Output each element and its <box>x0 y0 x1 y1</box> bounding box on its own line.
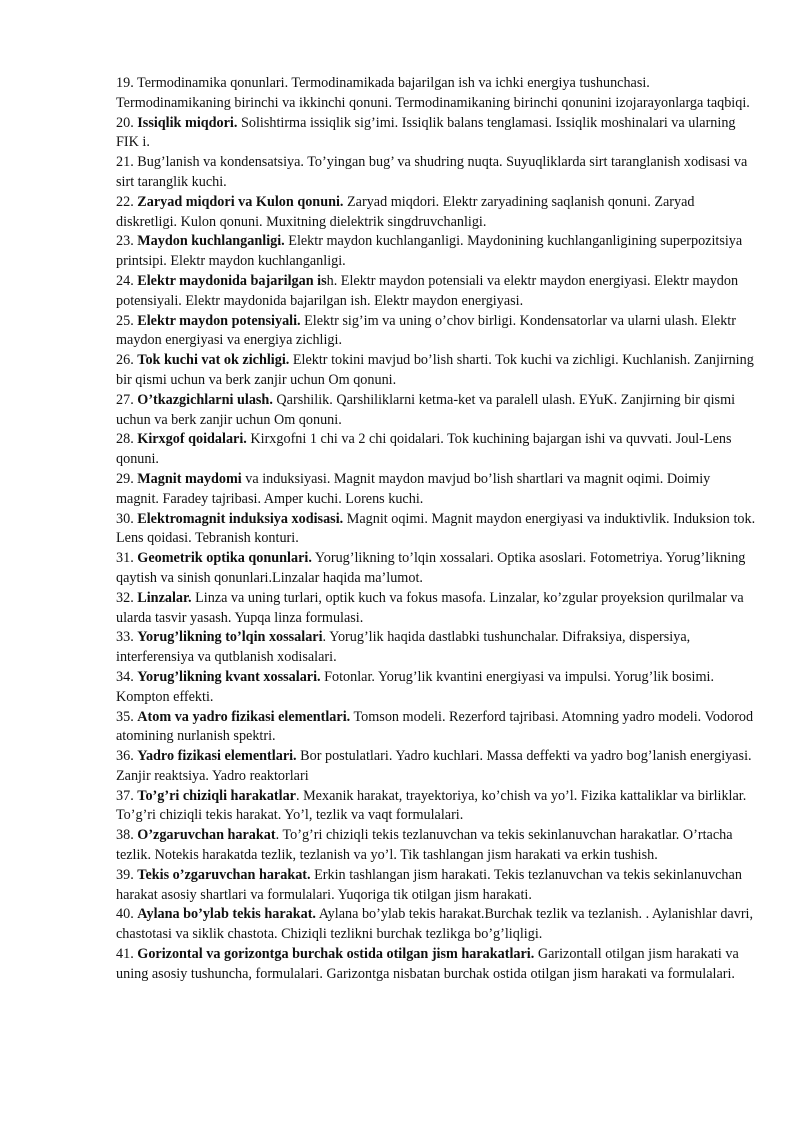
item-number: 35. <box>116 708 134 725</box>
item-number: 20. <box>116 114 134 131</box>
item-number: 40. <box>116 906 134 923</box>
item-text: Aylana bo’ylab tekis harakat.Burchak tezlik va tezlanish. . Aylanishlar davri, chastotasi va siklik chastota. Chiziqli tezlikni burchak tezlikga bo’g’liqligi. <box>116 906 754 943</box>
item-text: Zaryad miqdori. Elektr zaryadining saqlanish qonuni. Zaryad diskretligi. Kulon qonuni. Muxitning dielektrik singdruvchanligi. <box>116 193 695 230</box>
list-item <box>116 945 756 985</box>
list-item <box>116 114 756 154</box>
item-heading: Tekis o’zgaruvchan harakat. <box>137 866 311 883</box>
list-item <box>116 628 756 668</box>
item-number: 41. <box>116 946 134 963</box>
list-item <box>116 826 756 866</box>
item-number: 23. <box>116 233 134 250</box>
item-heading: Maydon kuchlanganligi. <box>137 233 285 250</box>
item-text: Solishtirma issiqlik sig’imi. Issiqlik balans tenglamasi. Issiqlik moshinalari va ularning FIK i. <box>116 114 736 151</box>
item-text: . To’g’ri chiziqli tekis tezlanuvchan va tekis sekinlanuvchan harakatlar. O’rtacha tezlik. Notekis harakatda tezlik, tezlanish va yo’l. Tik tashlangan jism harakati va erkin tushish. <box>116 827 733 864</box>
item-heading: Elektromagnit induksiya xodisasi. <box>137 510 344 527</box>
item-number: 21. <box>116 154 134 171</box>
item-text: Qarshilik. Qarshiliklarni ketma-ket va paralell ulash. EYuK. Zanjirning bir qismi uchun va berk zanjir uchun Om qonuni. <box>116 391 736 428</box>
item-text: Bor postulatlari. Yadro kuchlari. Massa deffekti va yadro bog’lanish energiyasi. Zanjir reaktsiya. Yadro reaktorlari <box>116 748 752 784</box>
item-heading: Elektr maydonida bajarilgan is <box>137 272 327 289</box>
list-item <box>116 232 756 272</box>
item-text: Magnit oqimi. Magnit maydon energiyasi va induktivlik. Induksion tok. Lens qoidasi. Tebranish konturi. <box>116 510 756 547</box>
item-number: 36. <box>116 748 134 765</box>
item-heading: O’zgaruvchan harakat <box>137 827 276 844</box>
item-heading: Geometrik optika qonunlari. <box>137 550 312 567</box>
item-number: 29. <box>116 470 134 487</box>
list-item <box>116 470 756 510</box>
item-number: 24. <box>116 272 134 289</box>
item-text: . Mexanik harakat, trayektoriya, ko’chish va yo’l. Fizika kattaliklar va birliklar. To’g’ri chiziqli tekis harakat. Yo’l, tezlik va vaqt formulalari. <box>116 787 747 824</box>
list-item <box>116 193 756 233</box>
item-text: Bug’lanish va kondensatsiya. To’yingan bug’ va shudring nuqta. Suyuqliklarda sirt taranglanish xodisasi va sirt taranglik kuchi. <box>116 154 748 190</box>
document-page <box>116 74 756 985</box>
list-item <box>116 589 756 629</box>
list-item <box>116 747 756 787</box>
item-text: Elektr sig’im va uning o’chov birligi. Kondensatorlar va ularni ulash. Elektr maydon energiyasi va energiya zichligi. <box>116 312 736 349</box>
item-heading: Linzalar. <box>137 589 192 606</box>
item-number: 32. <box>116 589 134 606</box>
list-item <box>116 866 756 906</box>
item-heading: Issiqlik miqdori. <box>137 114 238 131</box>
item-number: 19. <box>116 75 134 91</box>
list-item <box>116 668 756 708</box>
item-text: h. Elektr maydon potensiali va elektr maydon energiyasi. Elektr maydon potensiyali. Elektr maydonida bajarilgan ish. Elektr maydon energiyasi. <box>116 272 739 309</box>
list-item <box>116 787 756 827</box>
item-number: 34. <box>116 668 134 685</box>
item-heading: Atom va yadro fizikasi elementlari. <box>137 708 351 725</box>
item-heading: Elektr maydon potensiyali. <box>137 312 301 329</box>
item-text: Elektr maydon kuchlanganligi. Maydonining kuchlanganligining superpozitsiya printsipi. Elektr maydon kuchlanganligi. <box>116 233 743 270</box>
list-item <box>116 391 756 431</box>
item-number: 37. <box>116 787 134 804</box>
item-heading: Yorug’likning to’lqin xossalari <box>137 629 323 646</box>
list-item <box>116 153 756 193</box>
item-text: Linza va uning turlari, optik kuch va fokus masofa. Linzalar, ko’zgular proyeksion qurilmalar va ularda tasvir yasash. Yupqa linza formulasi. <box>116 589 744 626</box>
list-item <box>116 549 756 589</box>
item-heading: Magnit maydomi <box>137 470 242 487</box>
list-item <box>116 312 756 352</box>
item-heading: Aylana bo’ylab tekis harakat. <box>137 906 316 923</box>
item-heading: Yadro fizikasi elementlari. <box>137 748 297 765</box>
item-number: 30. <box>116 510 134 527</box>
item-heading: O’tkazgichlarni ulash. <box>137 391 273 408</box>
item-heading: Yorug’likning kvant xossalari. <box>137 668 321 685</box>
item-heading: To’g’ri chiziqli harakatlar <box>137 787 296 804</box>
list-item <box>116 905 756 945</box>
item-text: Kirxgofni 1 chi va 2 chi qoidalari. Tok kuchining bajargan ishi va quvvati. Joul-Lens qonuni. <box>116 431 732 468</box>
item-number: 25. <box>116 312 134 329</box>
item-text: Erkin tashlangan jism harakati. Tekis tezlanuvchan va tekis sekinlanuvchan harakat asosiy shartlari va formulalari. Yuqoriga tik otilgan jism harakati. <box>116 866 742 903</box>
list-item <box>116 272 756 312</box>
item-number: 26. <box>116 352 134 369</box>
item-text: Yorug’likning to’lqin xossalari. Optika asoslari. Fotometriya. Yorug’likning qaytish va sinish qonunlari.Linzalar haqida ma’lumot. <box>116 550 746 586</box>
item-text: Garizontall otilgan jism harakati va uning asosiy tushuncha, formulalari. Garizontga nisbatan burchak ostida otilgan jism harakati va formulalari. <box>116 946 739 982</box>
list-item <box>116 430 756 470</box>
list-item <box>116 510 756 550</box>
item-text: Tomson modeli. Rezerford tajribasi. Atomning yadro modeli. Vodorod atomining nurlanish spektri. <box>116 708 754 745</box>
item-text: Fotonlar. Yorug’lik kvantini energiyasi va impulsi. Yorug’lik bosimi. Kompton effekti. <box>116 668 715 705</box>
item-heading: Tok kuchi vat ok zichligi. <box>137 352 290 369</box>
item-heading: Zaryad miqdori va Kulon qonuni. <box>137 193 344 210</box>
item-text: Elektr tokini mavjud bo’lish sharti. Tok kuchi va zichligi. Kuchlanish. Zanjirning bir qismi uchun va berk zanjir uchun Om qonuni. <box>116 352 754 388</box>
item-text: Termodinamika qonunlari. Termodinamikada bajarilgan ish va ichki energiya tushunchasi. Termodinamikaning birinchi va ikkinchi qonuni. Termodinamikaning birinchi qonunini izojarayonlarga taqbiqi. <box>116 75 750 111</box>
item-heading: Kirxgof qoidalari. <box>137 431 247 448</box>
list-item <box>116 708 756 748</box>
list-item <box>116 74 756 114</box>
item-number: 28. <box>116 431 134 448</box>
item-number: 33. <box>116 629 134 646</box>
item-number: 27. <box>116 391 134 408</box>
item-heading: Gorizontal va gorizontga burchak ostida otilgan jism harakatlari. <box>137 946 535 963</box>
list-item <box>116 351 756 391</box>
item-number: 31. <box>116 550 134 567</box>
item-number: 22. <box>116 193 134 210</box>
item-number: 38. <box>116 827 134 844</box>
item-text: va induksiyasi. Magnit maydon mavjud bo’lish shartlari va magnit oqimi. Doimiy magnit. Faradey tajribasi. Amper kuchi. Lorens kuchi. <box>116 470 711 507</box>
item-text: . Yorug’lik haqida dastlabki tushunchalar. Difraksiya, dispersiya, interferensiya va qutblanish xodisalari. <box>116 629 691 666</box>
item-number: 39. <box>116 866 134 883</box>
